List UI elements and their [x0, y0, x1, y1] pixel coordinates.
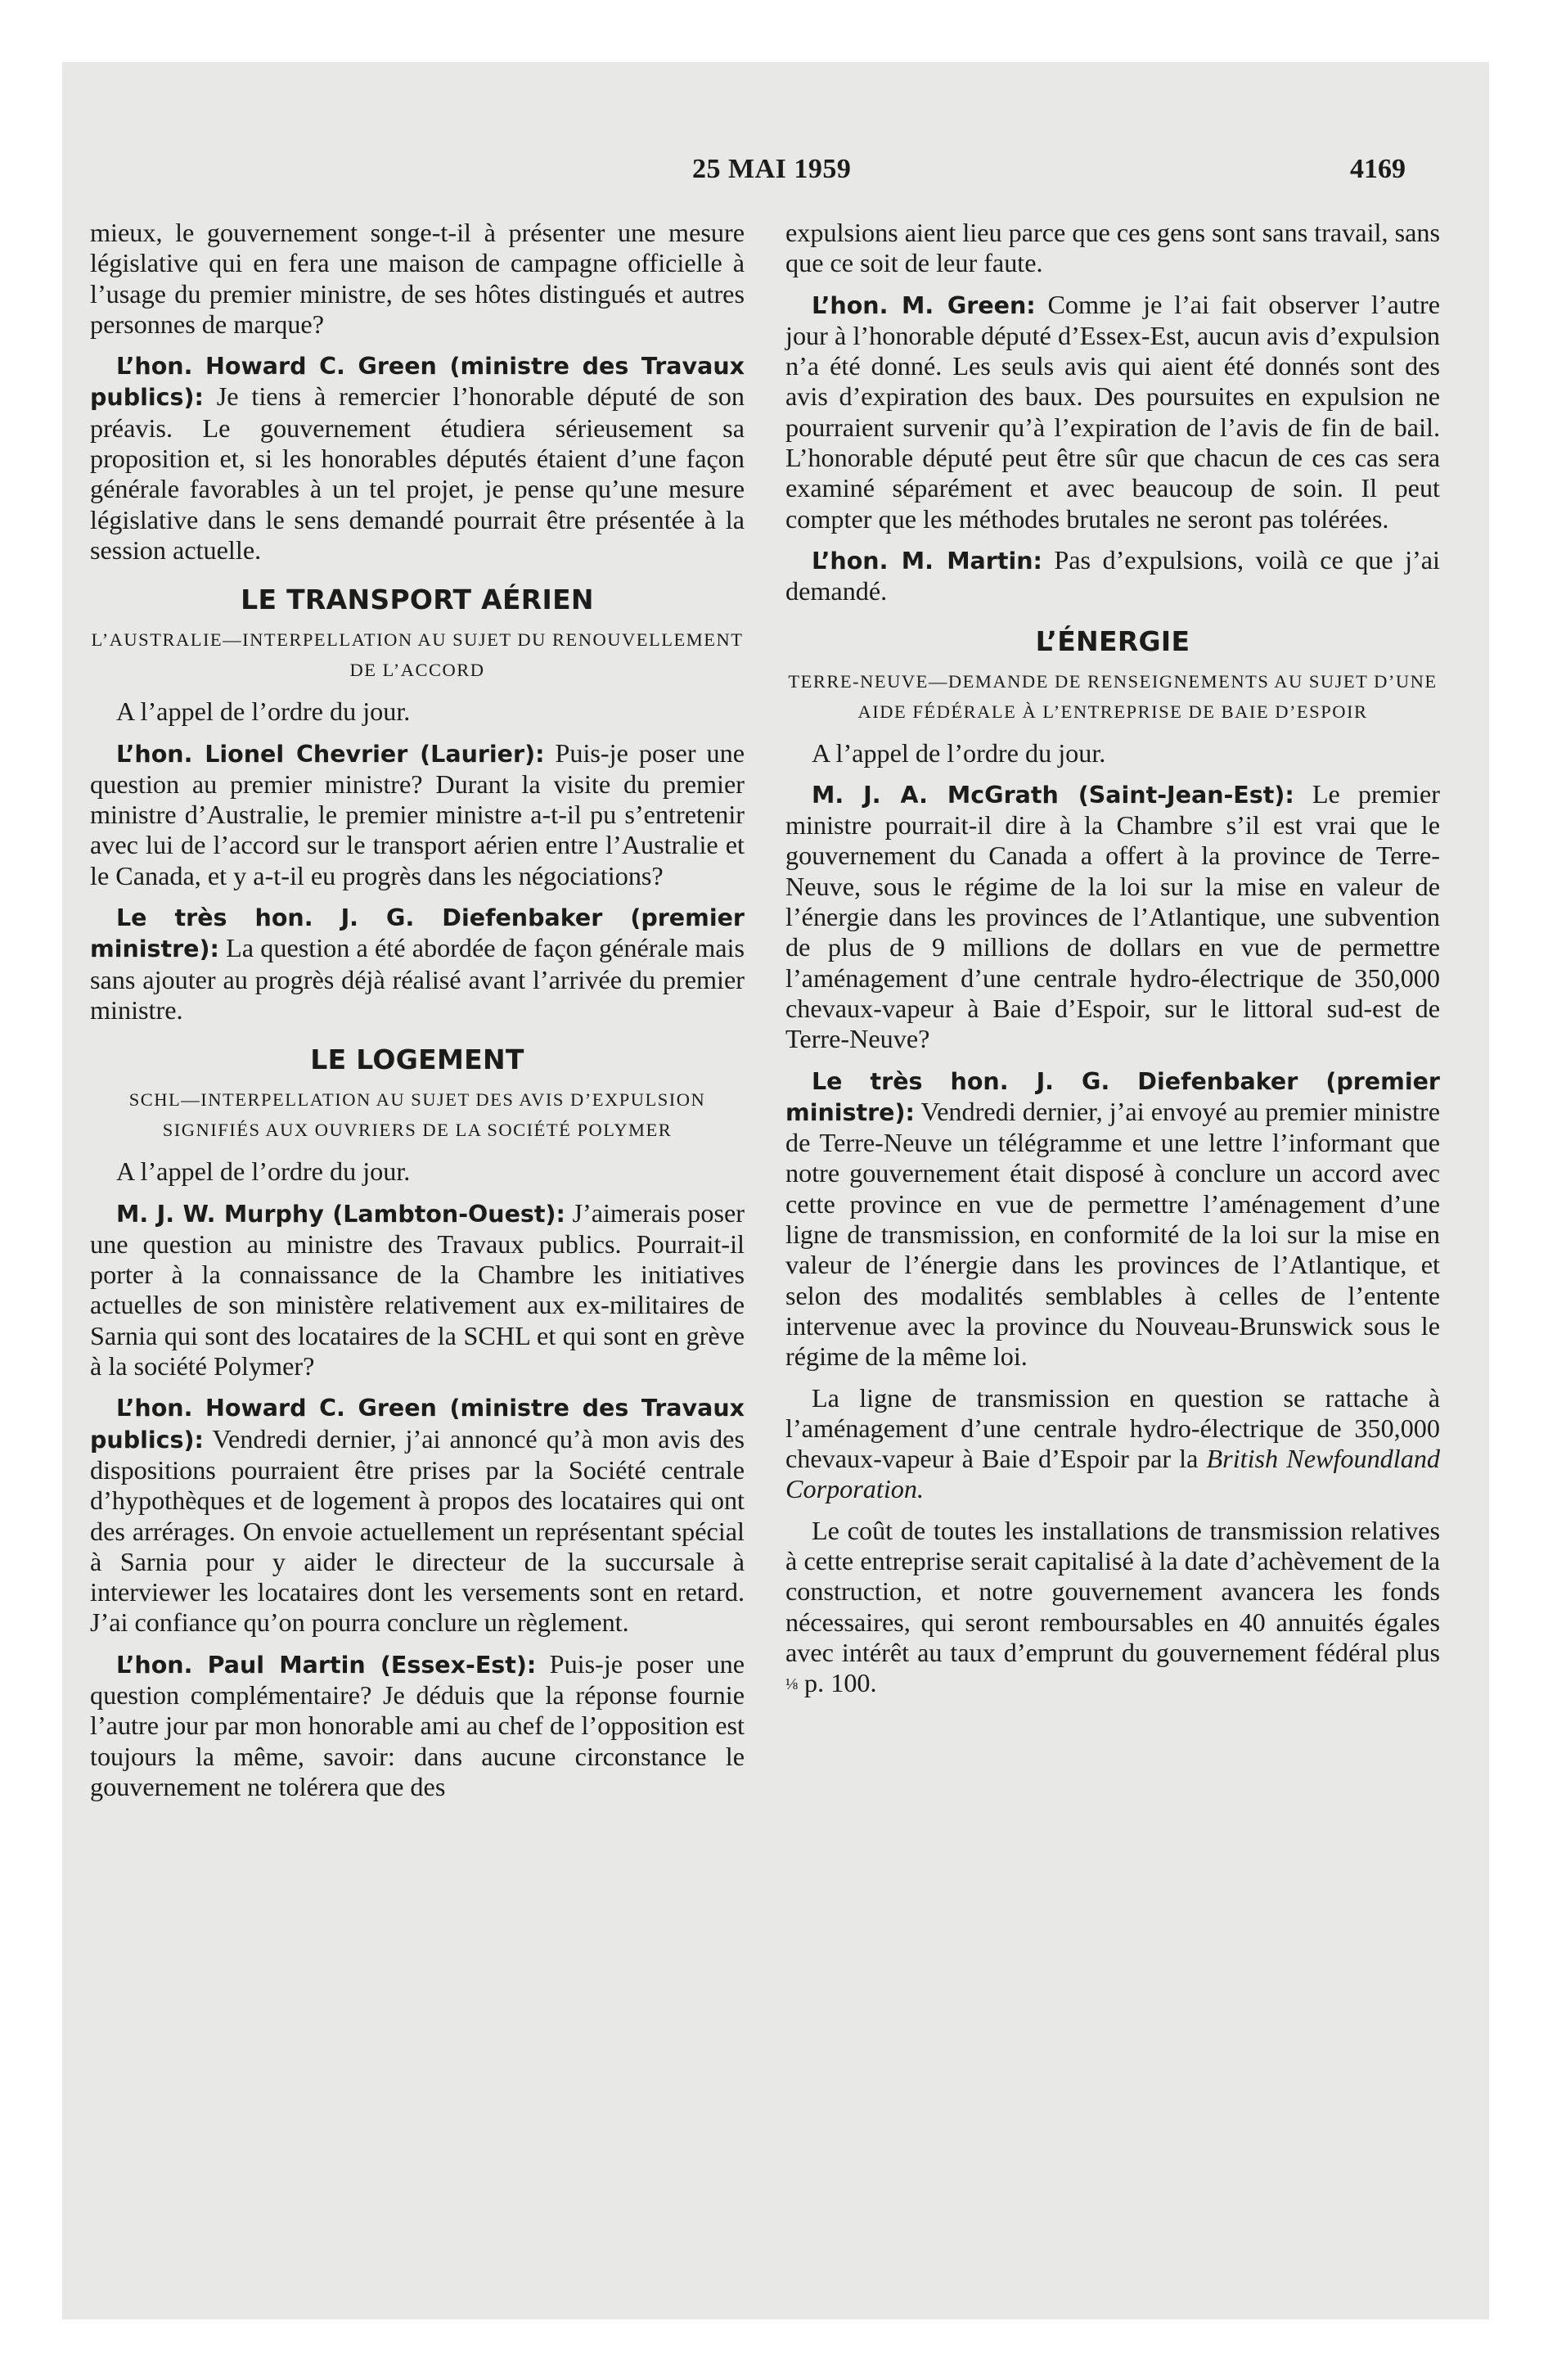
section-subheading: TERRE-NEUVE—DEMANDE DE RENSEIGNEMENTS AU SUJET D’UNE AIDE FÉDÉRALE À L’ENTREPRISE DE BAIE D’ESPOIR	[788, 670, 1438, 722]
paragraph: A l’appel de l’ordre du jour.	[116, 1156, 411, 1187]
paragraph: M. J. W. Murphy (Lambton-Ouest): J’aimerais poser une question au ministre des Travaux publics. Pourrait-il porter à la connaissance de la Chambre les initiatives actuelles de son ministère relativement aux ex-militaires de Sarnia qui sont des locataires de la SCHL et qui sont en grève à la société Polymer?	[90, 1197, 745, 1382]
paragraph: L’hon. M. Green: Comme je l’ai fait observer l’autre jour à l’honorable député d’Essex-Est, aucun avis d’expulsion n’a été donné. Les seuls avis qui aient été donnés sont des avis d’expiration des baux. Des poursuites en expulsion ne pourraient survenir qu’à l’expiration de l’avis de fin de bail. L’honorable député peut être sûr que chacun de ces cas sera examiné séparément et avec beaucoup de soin. Il peut compter que les méthodes brutales ne seront pas tolérées.	[785, 289, 1441, 534]
paragraph: A l’appel de l’ordre du jour.	[812, 737, 1106, 768]
speaker-name: L’hon. Paul Martin (Essex-Est):	[116, 1651, 537, 1679]
speaker-name: L’hon. Lionel Chevrier (Laurier):	[116, 740, 545, 768]
paragraph: expulsions aient lieu parce que ces gens sont sans travail, sans que ce soit de leur faute.	[785, 218, 1441, 278]
speaker-name: Le très hon. J. G. Diefenbaker (premier ministre):	[90, 904, 745, 963]
scanned-page	[62, 62, 1489, 2319]
paragraph: L’hon. Howard C. Green (ministre des Travaux publics): Vendredi dernier, j’ai annoncé qu’à mon avis des dispositions pourraient être prises par la Société centrale d’hypothèques et de logement à propos des locataires qui ont des arrérages. On envoie actuellement un représentant spécial à Sarnia pour y aider le directeur de la succursale à interviewer les locataires dont les versements sont en retard. J’ai confiance qu’on pourra conclure un règlement.	[90, 1395, 745, 1638]
paragraph: L’hon. Howard C. Green (ministre des Travaux publics): Je tiens à remercier l’honorable député de son préavis. Le gouvernement étudiera sérieusement sa proposition et, si les honorables députés étaient d’une façon générale favorables à un tel projet, je pense qu’une mesure législative dans le sens demandé pourrait être présentée à la session actuelle.	[90, 353, 745, 565]
paragraph: L’hon. Lionel Chevrier (Laurier): Puis-je poser une question au premier ministre? Durant la visite du premier ministre d’Australie, le premier ministre a-t-il pu s’entretenir avec lui de l’accord sur le transport aérien entre l’Australie et le Canada, et y a-t-il eu progrès dans les négociations?	[90, 737, 745, 890]
fraction: ⅛	[785, 1675, 798, 1694]
page-header	[62, 154, 1489, 203]
page-number: 4169	[1350, 154, 1406, 184]
paragraph: La ligne de transmission en question se rattache à l’aménagement d’une centrale hydro-électrique de 350,000 chevaux-vapeur à Baie d’Espoir par la British Newfoundland Corporation.	[785, 1382, 1441, 1504]
speaker-name: L’hon. Howard C. Green (ministre des Travaux publics):	[90, 353, 745, 412]
paragraph: M. J. A. McGrath (Saint-Jean-Est): Le premier ministre pourrait-il dire à la Chambre s’il est vrai que le gouvernement du Canada a offert à la province de Terre-Neuve, sous le régime de la loi sur la mise en valeur de l’énergie dans les provinces de l’Atlantique, une subvention de plus de 9 millions de dollars en vue de permettre l’aménagement d’une centrale hydro-électrique de 350,000 chevaux-vapeur à Baie d’Espoir, sur le littoral sud-est de Terre-Neuve?	[785, 778, 1441, 1054]
section-heading: LE LOGEMENT	[310, 1044, 524, 1076]
paragraph: Le très hon. J. G. Diefenbaker (premier ministre): La question a été abordée de façon générale mais sans ajouter au progrès déjà réalisé avant l’arrivée du premier ministre.	[90, 904, 745, 1025]
paragraph: Le coût de toutes les installations de transmission relatives à cette entreprise serait capitalisé à la date d’achèvement de la construction, et notre gouvernement avancera les fonds nécessaires, qui seront remboursables en 40 annuités égales avec intérêt au taux d’emprunt du gouvernement fédéral plus ⅛ p. 100.	[785, 1515, 1440, 1698]
speaker-name: M. J. W. Murphy (Lambton-Ouest):	[116, 1200, 565, 1228]
speaker-name: Le très hon. J. G. Diefenbaker (premier ministre):	[785, 1067, 1440, 1126]
speaker-name: L’hon. Howard C. Green (ministre des Travaux publics):	[90, 1395, 745, 1454]
section-subheading: SCHL—INTERPELLATION AU SUJET DES AVIS D’EXPULSION SIGNIFIÉS AUX OUVRIERS DE LA SOCIÉTÉ POLYMER	[128, 1089, 706, 1141]
section-heading: L’ÉNERGIE	[1035, 624, 1190, 657]
paragraph: L’hon. Paul Martin (Essex-Est): Puis-je poser une question complémentaire? Je déduis que la réponse fournie l’autre jour par mon honorable ami au chef de l’opposition est toujours la même, savoir: dans aucune circonstance le gouvernement ne tolérera que des	[90, 1648, 745, 1801]
speaker-name: L’hon. M. Green:	[812, 291, 1036, 319]
section-heading: LE TRANSPORT AÉRIEN	[241, 584, 594, 616]
paragraph: Le très hon. J. G. Diefenbaker (premier ministre): Vendredi dernier, j’ai envoyé au premier ministre de Terre-Neuve un télégramme et une lettre l’informant que notre gouvernement était disposé à conclure un accord avec cette province en vue de permettre l’aménagement d’une ligne de transmission, en conformité de la loi sur la mise en valeur de l’énergie dans les provinces de l’Atlantique, et selon des modalités semblables à celles de l’entente intervenue avec la province du Nouveau-Brunswick sous le régime de la même loi.	[785, 1067, 1440, 1372]
speaker-name: L’hon. M. Martin:	[812, 547, 1042, 575]
page-date-title: 25 MAI 1959	[692, 154, 852, 184]
section-subheading: L’AUSTRALIE—INTERPELLATION AU SUJET DU RENOUVELLEMENT DE L’ACCORD	[91, 629, 744, 681]
left-column	[90, 218, 745, 1813]
speaker-name: M. J. A. McGrath (Saint-Jean-Est):	[812, 781, 1294, 809]
paragraph: L’hon. M. Martin: Pas d’expulsions, voilà ce que j’ai demandé.	[785, 544, 1440, 606]
right-column	[785, 218, 1440, 1711]
paragraph: A l’appel de l’ordre du jour.	[116, 696, 411, 727]
company-name: British Newfoundland Corporation.	[785, 1444, 1441, 1504]
paragraph: mieux, le gouvernement songe-t-il à présenter une mesure législative qui en fera une maison de campagne officielle à l’usage du premier ministre, de ses hôtes distingués et autres personnes de marque?	[90, 218, 745, 339]
